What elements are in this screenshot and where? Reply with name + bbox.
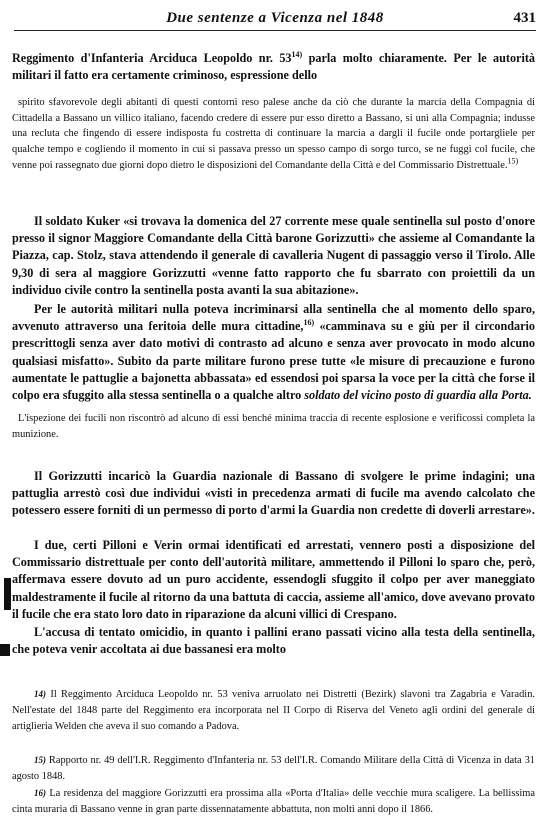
- running-title: Due sentenze a Vicenza nel 1848: [166, 10, 384, 26]
- paragraph-continuation: [12, 50, 535, 84]
- margin-mark: [0, 644, 10, 656]
- paragraph: [12, 624, 535, 658]
- footnote-text: Il Reggimento Arciduca Leopoldo nr. 53 veniva arruolato nei Distretti (Bezirk) slavoni tra Zagabria e Varadin. Nell'estate del 1848 parte del Reggimento era incorporata nel II Corpo di Riserva del Veneto agli ordini del generale di artiglieria Welden che aveva il suo comando a Padova.: [12, 689, 535, 732]
- paragraph-text: «camminava su e giù per il circondario prescrittogli senza aver dato motivi di contrasto ad alcuno e senza aver provocato in modo alcuno qualsiasi misfatto». Subito da parte militare furono prese tutte «le misure di precauzione e furono aumentate le pattuglie a bajonetta abbassata» ed essendosi poi sparsa la voce per la città che forse il colpo era sfuggito alla stessa sentinella o a qualche altro: [12, 319, 535, 403]
- paragraph-text: Per le autorità militari nulla poteva incriminarsi alla sentinella che al momento dello sparo, avvenuto attraverso una feritoia delle mura cittadine,: [12, 302, 535, 334]
- paragraph-text: L'accusa di tentato omicidio, in quanto i pallini erano passati vicino alla testa della sentinella, che poteva venir accoltata ai due bassanesi era molto: [12, 625, 535, 657]
- quote-text: spirito sfavorevole degli abitanti di questi contorni reso palese anche da ciò che durante la marcia della Compagnia di Cittadella a Bassano un villico italiano, facendo credere di essere pur esso diretto a Bassano, si unì alla Compagnia; indusse una recluta che fingendo di essere indisposta fu costretta di continuare la marcia a dargli il fucile onde portargliele per qualche tempo e cogliendo il momento in cui si passava presso un spesso campo di sorgo turco, se ne fuggì col fucile, che venne poi rassegnato due giorni dopo dietro le disposizioni del Comandante della Città e del Commissario Distrettuale.: [12, 97, 535, 171]
- footnote: [12, 785, 535, 818]
- paragraph: [12, 213, 535, 299]
- paragraph-text: Reggimento d'Infanteria Arciduca Leopoldo nr. 53: [12, 51, 292, 65]
- footnote-number: 14): [34, 689, 46, 699]
- paragraph: [12, 468, 535, 520]
- page-number: 431: [513, 10, 536, 26]
- footnote-number: 15): [34, 755, 46, 765]
- paragraph-text: I due, certi Pilloni e Verin ormai identificati ed arrestati, vennero posti a disposizione del Commissario distrettuale per conto dell'autorità militare, ammettendo il Pilloni lo sparo che, però, affermava essere dovuto ad un puro accidente, essendogli sfuggito il colpo per aver maneggiato maldestramente il fucile al ritorno da una battuta di caccia, assieme all'amico, dove avevano provato il fucile che era stato loro dato in riparazione da alcuni villici di Crespano.: [12, 538, 535, 621]
- footnote-number: 16): [34, 788, 46, 798]
- footnote-ref: 15): [507, 156, 519, 166]
- page-header: [14, 6, 536, 31]
- paragraph-text: parla molto chiaramente. Per le autorità militari il fatto era certamente criminoso, espressione dello: [12, 51, 535, 83]
- footnote-text: La residenza del maggiore Gorizzutti era prossima alla «Porta d'Italia» delle vecchie mura scaligere. La bellissima cinta muraria di Bassano venne in gran parte dissennatamente abbattuta, non molti anni dopo il 1866.: [12, 788, 535, 815]
- footnote-ref: 16): [303, 318, 315, 328]
- footnote: [12, 752, 535, 785]
- footnote-ref: 14): [291, 49, 303, 59]
- footnote: [12, 686, 535, 735]
- block-quote: [12, 411, 535, 442]
- paragraph-text-italic: soldato del vicino posto di guardia alla Porta.: [304, 388, 532, 403]
- margin-mark: [4, 578, 11, 610]
- paragraph-text: Il Gorizzutti incaricò la Guardia nazionale di Bassano di svolgere le prime indagini; una pattuglia arrestò così due individui «visti in precedenza armati di fucile ma avendo calcolato che potessero essere forniti di un permesso di porto d'armi la Guardia non credette di doverli arrestare».: [12, 469, 535, 518]
- quote-text: L'ispezione dei fucili non riscontrò ad alcuno di essi benché minima traccia di recente esplosione e verificossi completa la munizione.: [12, 413, 535, 440]
- paragraph: [12, 301, 535, 404]
- footnote-text: Rapporto nr. 49 dell'I.R. Reggimento d'Infanteria nr. 53 dell'I.R. Comando Militare della Città di Vicenza in data 31 agosto 1848.: [12, 755, 535, 782]
- block-quote: [12, 95, 535, 174]
- paragraph: [12, 537, 535, 623]
- paragraph-text: Il soldato Kuker «si trovava la domenica del 27 corrente mese quale sentinella sul posto d'onore presso il signor Maggiore Comandante della Città barone Gorizzutti» che assieme al Comandante la Piazza, cap. Stolz, stava attendendo il generale di cavalleria Nugent di passaggio verso il Tirolo. Alle 9,30 di sera al maggiore Gorizzutti «venne fatto rapporto che fu sbarrato con proiettili da un individuo civile contro la sentinella posta avanti la sua abitazione».: [12, 214, 535, 297]
